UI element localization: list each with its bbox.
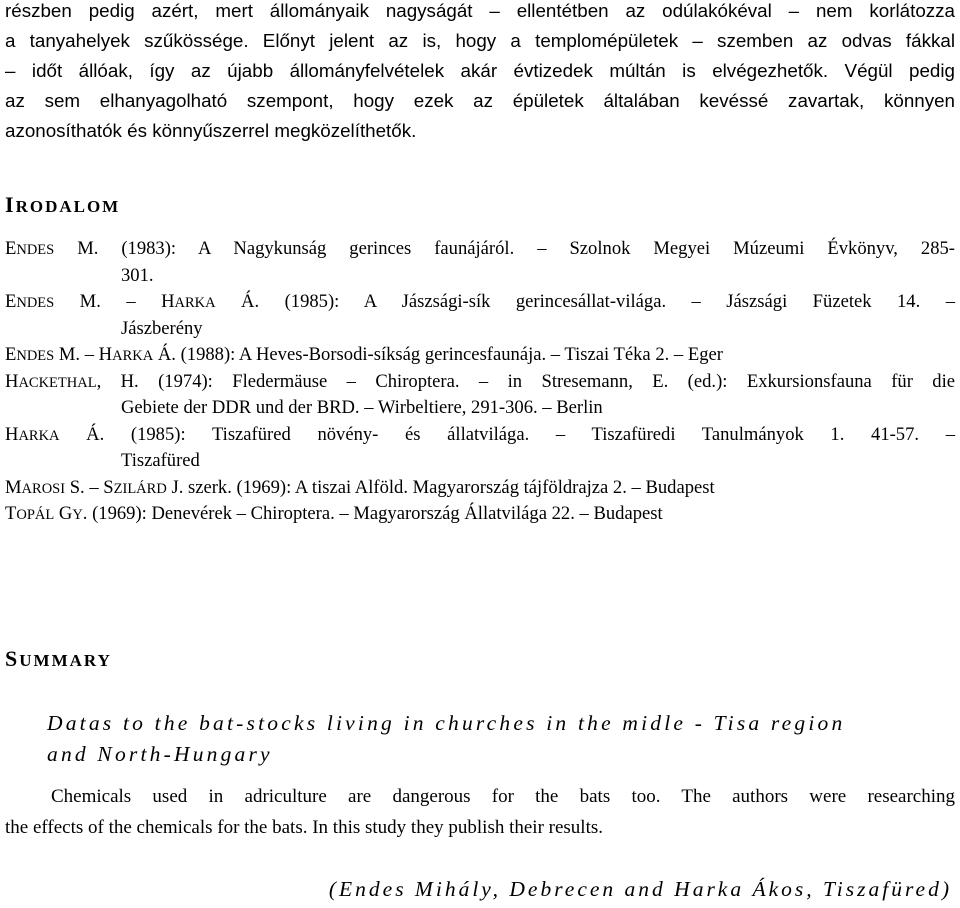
summary-article-title	[47, 708, 937, 770]
reference-text: J. szerk. (1969): A tiszai Alföld. Magyarország tájföldrajza 2. – Budapest	[166, 476, 715, 498]
intro-line: a tanyahelyek szűkössége. Előnyt jelent az is, hogy a templomépületek – szemben az odvas fákkal	[5, 30, 955, 51]
author-smallcaps: Y	[72, 507, 83, 523]
intro-line: – időt állóak, így az újabb állományfelvételek akár évtizedek múltán is elvégezhetők. Végül pedig	[5, 60, 955, 81]
author-smallcaps: NDES	[16, 295, 55, 311]
author-smallcaps: ZILÁRD	[113, 480, 167, 497]
reference-entry	[5, 475, 955, 502]
irodalom-heading	[5, 192, 120, 218]
intro-line: részben pedig azért, mert állományaik nagyságát – ellentétben az odúlakókéval – nem korlátozza	[5, 0, 955, 21]
heading-rest: RODALOM	[15, 197, 121, 216]
intro-line: azonosíthatók és könnyűszerrel megközelíthetők.	[5, 120, 417, 141]
reference-entry	[5, 342, 955, 369]
summary-authors: (Endes Mihály, Debrecen and Harka Ákos, Tiszafüred)	[328, 877, 952, 901]
author-smallcaps: ARKA	[112, 348, 154, 364]
summary-title-line: and North-Hungary	[47, 742, 273, 766]
reference-text: Á. (1985): A Jászsági-sík gerincesállat-világa. – Jászsági Füzetek 14. –	[215, 291, 955, 312]
reference-line	[5, 369, 955, 396]
reference-text: Á. (1988): A Heves-Borsodi-síkság gerincesfaunája. – Tiszai Téka 2. – Eger	[153, 344, 723, 365]
summary-heading	[5, 646, 112, 672]
reference-text: Á. (1985): Tiszafüred növény- és állatvilága. – Tiszafüredi Tanulmányok 1. 41-57. –	[59, 423, 955, 445]
heading-initial: I	[5, 192, 16, 217]
author-smallcaps: ACKETHAL	[18, 374, 97, 391]
reference-text: S. –	[65, 476, 104, 498]
reference-text: M. –	[54, 291, 162, 312]
reference-entry	[5, 422, 955, 475]
reference-text: , H. (1974): Fledermäuse – Chiroptera. – in Stresemann, E. (ed.): Exkursionsfauna für die	[96, 370, 955, 392]
author-smallcaps: ARKA	[18, 427, 60, 444]
reference-text: M. –	[54, 344, 99, 365]
summary-title-line: Datas to the bat-stocks living in churches in the midle - Tisa region	[47, 711, 846, 735]
reference-entry	[5, 501, 955, 528]
reference-text: M. (1983): A Nagykunság gerinces faunájáról. – Szolnok Megyei Múzeumi Évkönyv, 285-	[54, 238, 955, 259]
reference-line	[5, 263, 955, 290]
heading-rest: UMMARY	[19, 651, 112, 670]
reference-text: . (1969): Denevérek – Chiroptera. – Magyarország Állatvilága 22. – Budapest	[82, 503, 663, 524]
reference-line	[5, 422, 955, 449]
reference-entry	[5, 369, 955, 422]
author-smallcaps: ARKA	[174, 295, 216, 311]
summary-body	[5, 781, 955, 843]
author-smallcaps: T	[5, 503, 17, 524]
author-smallcaps: S	[103, 476, 114, 498]
reference-line	[5, 475, 955, 502]
author-smallcaps: E	[5, 344, 17, 365]
author-smallcaps: H	[5, 423, 19, 445]
author-smallcaps: E	[5, 291, 17, 312]
author-smallcaps: NDES	[16, 242, 55, 258]
reference-text: Gebiete der DDR und der BRD. – Wirbeltiere, 291-306. – Berlin	[121, 397, 603, 418]
summary-body-line: the effects of the chemicals for the bats. In this study they publish their results.	[5, 817, 604, 838]
reference-text: Jászberény	[121, 317, 203, 339]
reference-line	[5, 501, 955, 528]
reference-list	[5, 236, 955, 528]
author-smallcaps: AROSI	[21, 480, 66, 497]
author-smallcaps: NDES	[16, 348, 55, 364]
author-smallcaps: H	[98, 344, 113, 365]
author-smallcaps: OPÁL	[16, 507, 55, 523]
intro-line: az sem elhanyagolható szempont, hogy ezek az épületek általában kevéssé zavartak, könnyen	[5, 90, 955, 111]
reference-line	[5, 289, 955, 316]
reference-entry	[5, 236, 955, 289]
author-smallcaps: M	[5, 476, 22, 498]
reference-line	[5, 316, 955, 343]
reference-text: 301.	[121, 264, 154, 286]
reference-line	[5, 395, 955, 422]
author-smallcaps: H	[5, 370, 19, 392]
heading-initial: S	[5, 646, 20, 671]
reference-line	[5, 236, 955, 263]
reference-entry	[5, 289, 955, 342]
summary-body-line: Chemicals used in adriculture are dangerous for the bats too. The authors were researching	[51, 786, 955, 807]
reference-text: G	[54, 503, 73, 524]
intro-paragraph	[5, 0, 955, 150]
reference-text: Tiszafüred	[121, 450, 200, 471]
reference-line	[5, 342, 955, 369]
author-smallcaps: H	[161, 291, 175, 312]
author-smallcaps: E	[5, 238, 17, 259]
reference-line	[5, 448, 955, 475]
